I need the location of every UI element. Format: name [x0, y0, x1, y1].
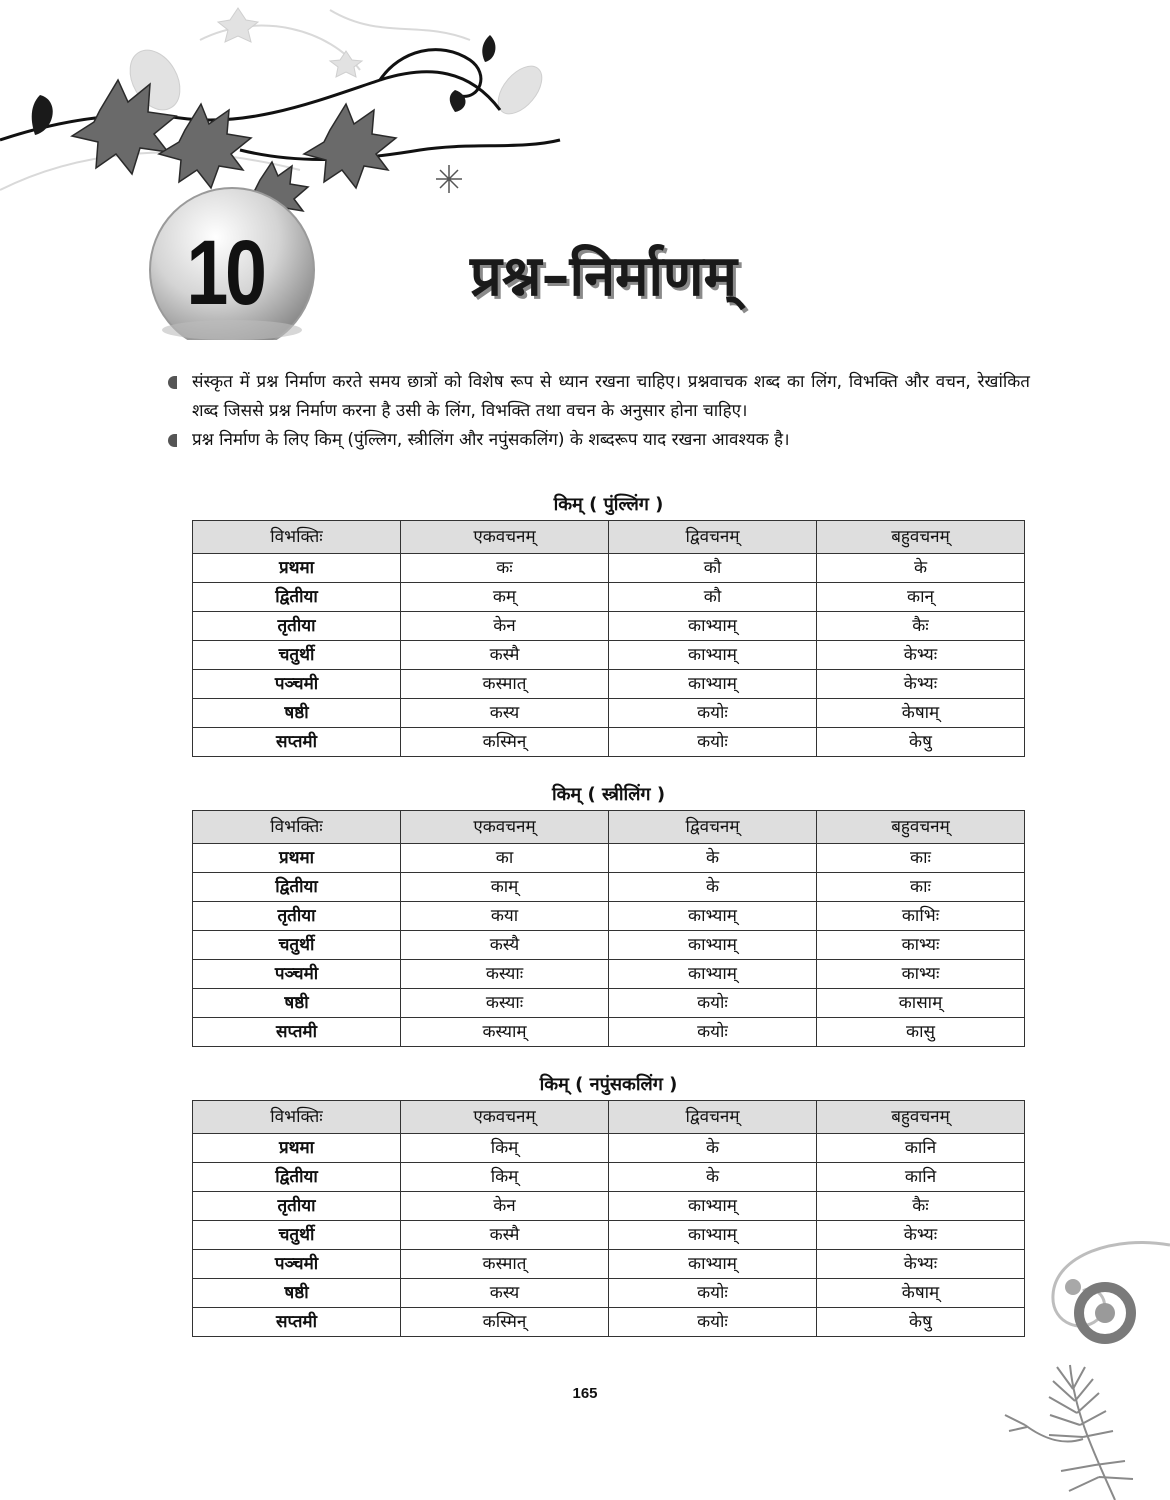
table-row: [193, 1250, 1025, 1279]
table-row: [193, 1134, 1025, 1163]
plural-cell: के: [817, 554, 1025, 583]
declension-table: [192, 1100, 1025, 1337]
case-name-cell: षष्ठी: [193, 699, 401, 728]
plural-cell: कानि: [817, 1163, 1025, 1192]
plural-cell: कासु: [817, 1018, 1025, 1047]
table-row: [193, 728, 1025, 757]
plural-cell: कानि: [817, 1134, 1025, 1163]
table-title: किम् ( नपुंसकलिंग ): [539, 1074, 678, 1095]
case-name-cell: प्रथमा: [193, 554, 401, 583]
table-row: [193, 931, 1025, 960]
singular-cell: कम्: [401, 583, 609, 612]
case-name-cell: पञ्चमी: [193, 670, 401, 699]
column-header: द्विवचनम्: [609, 1101, 817, 1134]
case-name-cell: द्वितीया: [193, 583, 401, 612]
column-header: द्विवचनम्: [609, 521, 817, 554]
singular-cell: का: [401, 844, 609, 873]
plural-cell: केषु: [817, 1308, 1025, 1337]
dual-cell: काभ्याम्: [609, 670, 817, 699]
table-row: [193, 844, 1025, 873]
plural-cell: कैः: [817, 1192, 1025, 1221]
dual-cell: काभ्याम्: [609, 1221, 817, 1250]
dual-cell: कौ: [609, 583, 817, 612]
declension-table-feminine: [192, 780, 1025, 1047]
dual-cell: काभ्याम्: [609, 1250, 817, 1279]
singular-cell: कः: [401, 554, 609, 583]
case-name-cell: प्रथमा: [193, 844, 401, 873]
case-name-cell: सप्तमी: [193, 728, 401, 757]
singular-cell: कस्याः: [401, 960, 609, 989]
chapter-title: प्रश्न–निर्माणम्: [470, 244, 738, 309]
dual-cell: काभ्याम्: [609, 931, 817, 960]
case-name-cell: षष्ठी: [193, 989, 401, 1018]
singular-cell: कस्मात्: [401, 1250, 609, 1279]
singular-cell: किम्: [401, 1134, 609, 1163]
column-header: एकवचनम्: [401, 1101, 609, 1134]
table-row: [193, 989, 1025, 1018]
column-header: एकवचनम्: [401, 521, 609, 554]
dual-cell: के: [609, 1134, 817, 1163]
table-row: [193, 554, 1025, 583]
instruction-text: संस्कृत में प्रश्न निर्माण करते समय छात्रों को विशेष रूप से ध्यान रखना चाहिए। प्रश्नवाचक शब्द का लिंग, विभक्ति और वचन, रेखांकित शब्द जिससे प्रश्न निर्माण करना है उसी के लिंग, विभक्ति तथा वचन के अनुसार होना चाहिए।: [192, 372, 1030, 421]
table-row: [193, 583, 1025, 612]
case-name-cell: पञ्चमी: [193, 960, 401, 989]
table-row: [193, 1221, 1025, 1250]
singular-cell: केन: [401, 1192, 609, 1221]
singular-cell: केन: [401, 612, 609, 641]
bullet-marker-icon: [168, 376, 177, 389]
singular-cell: कस्मै: [401, 641, 609, 670]
column-header: बहुवचनम्: [817, 811, 1025, 844]
dual-cell: काभ्याम्: [609, 1192, 817, 1221]
case-name-cell: द्वितीया: [193, 873, 401, 902]
singular-cell: किम्: [401, 1163, 609, 1192]
singular-cell: कस्य: [401, 699, 609, 728]
table-row: [193, 902, 1025, 931]
singular-cell: कस्मिन्: [401, 1308, 609, 1337]
singular-cell: कस्याम्: [401, 1018, 609, 1047]
singular-cell: कस्मै: [401, 1221, 609, 1250]
case-name-cell: तृतीया: [193, 612, 401, 641]
table-title: किम् ( पुंल्लिंग ): [553, 494, 664, 515]
column-header: विभक्तिः: [193, 521, 401, 554]
case-name-cell: द्वितीया: [193, 1163, 401, 1192]
singular-cell: कस्याः: [401, 989, 609, 1018]
dual-cell: कयोः: [609, 1308, 817, 1337]
plural-cell: काः: [817, 844, 1025, 873]
bullet-marker-icon: [168, 434, 177, 447]
table-row: [193, 1163, 1025, 1192]
case-name-cell: चतुर्थी: [193, 1221, 401, 1250]
dual-cell: कयोः: [609, 1279, 817, 1308]
case-name-cell: तृतीया: [193, 1192, 401, 1221]
case-name-cell: सप्तमी: [193, 1018, 401, 1047]
plural-cell: काभिः: [817, 902, 1025, 931]
dual-cell: काभ्याम्: [609, 960, 817, 989]
plural-cell: काः: [817, 873, 1025, 902]
table-row: [193, 960, 1025, 989]
dual-cell: कयोः: [609, 1018, 817, 1047]
dual-cell: के: [609, 873, 817, 902]
dual-cell: के: [609, 844, 817, 873]
plural-cell: केभ्यः: [817, 641, 1025, 670]
case-name-cell: षष्ठी: [193, 1279, 401, 1308]
singular-cell: कया: [401, 902, 609, 931]
plural-cell: कैः: [817, 612, 1025, 641]
singular-cell: काम्: [401, 873, 609, 902]
table-row: [193, 699, 1025, 728]
plural-cell: केभ्यः: [817, 1250, 1025, 1279]
table-row: [193, 1308, 1025, 1337]
instruction-text: प्रश्न निर्माण के लिए किम् (पुंल्लिग, स्त्रीलिंग और नपुंसकलिंग) के शब्दरूप याद रखना आवश्यक है।: [192, 430, 790, 450]
case-name-cell: चतुर्थी: [193, 641, 401, 670]
plural-cell: कासाम्: [817, 989, 1025, 1018]
plural-cell: केषाम्: [817, 1279, 1025, 1308]
table-row: [193, 1018, 1025, 1047]
dual-cell: कौ: [609, 554, 817, 583]
instruction-bullet: [166, 426, 1030, 455]
table-row: [193, 670, 1025, 699]
declension-table-neuter: [192, 1070, 1025, 1337]
singular-cell: कस्यै: [401, 931, 609, 960]
case-name-cell: तृतीया: [193, 902, 401, 931]
plural-cell: केषाम्: [817, 699, 1025, 728]
declension-table-masculine: [192, 490, 1025, 757]
dual-cell: कयोः: [609, 728, 817, 757]
singular-cell: कस्मिन्: [401, 728, 609, 757]
table-row: [193, 873, 1025, 902]
chapter-number: 10: [186, 221, 264, 324]
page-number: 165: [572, 1385, 598, 1402]
dual-cell: कयोः: [609, 699, 817, 728]
plural-cell: काभ्यः: [817, 960, 1025, 989]
table-row: [193, 641, 1025, 670]
declension-table: [192, 810, 1025, 1047]
instruction-list: [166, 368, 1030, 455]
dual-cell: काभ्याम्: [609, 902, 817, 931]
dual-cell: काभ्याम्: [609, 612, 817, 641]
singular-cell: कस्मात्: [401, 670, 609, 699]
instruction-bullet: [166, 368, 1030, 426]
table-row: [193, 612, 1025, 641]
singular-cell: कस्य: [401, 1279, 609, 1308]
case-name-cell: पञ्चमी: [193, 1250, 401, 1279]
column-header: द्विवचनम्: [609, 811, 817, 844]
table-title: किम् ( स्त्रीलिंग ): [551, 784, 666, 805]
column-header: विभक्तिः: [193, 1101, 401, 1134]
dual-cell: के: [609, 1163, 817, 1192]
column-header: बहुवचनम्: [817, 521, 1025, 554]
column-header: एकवचनम्: [401, 811, 609, 844]
plural-cell: केषु: [817, 728, 1025, 757]
case-name-cell: प्रथमा: [193, 1134, 401, 1163]
case-name-cell: चतुर्थी: [193, 931, 401, 960]
column-header: विभक्तिः: [193, 811, 401, 844]
column-header: बहुवचनम्: [817, 1101, 1025, 1134]
declension-table: [192, 520, 1025, 757]
case-name-cell: सप्तमी: [193, 1308, 401, 1337]
table-row: [193, 1279, 1025, 1308]
table-header-row: [193, 811, 1025, 844]
table-header-row: [193, 1101, 1025, 1134]
table-row: [193, 1192, 1025, 1221]
dual-cell: काभ्याम्: [609, 641, 817, 670]
fern-swirl-decoration: [995, 1225, 1170, 1500]
plural-cell: काभ्यः: [817, 931, 1025, 960]
plural-cell: केभ्यः: [817, 1221, 1025, 1250]
plural-cell: केभ्यः: [817, 670, 1025, 699]
table-header-row: [193, 521, 1025, 554]
plural-cell: कान्: [817, 583, 1025, 612]
dual-cell: कयोः: [609, 989, 817, 1018]
